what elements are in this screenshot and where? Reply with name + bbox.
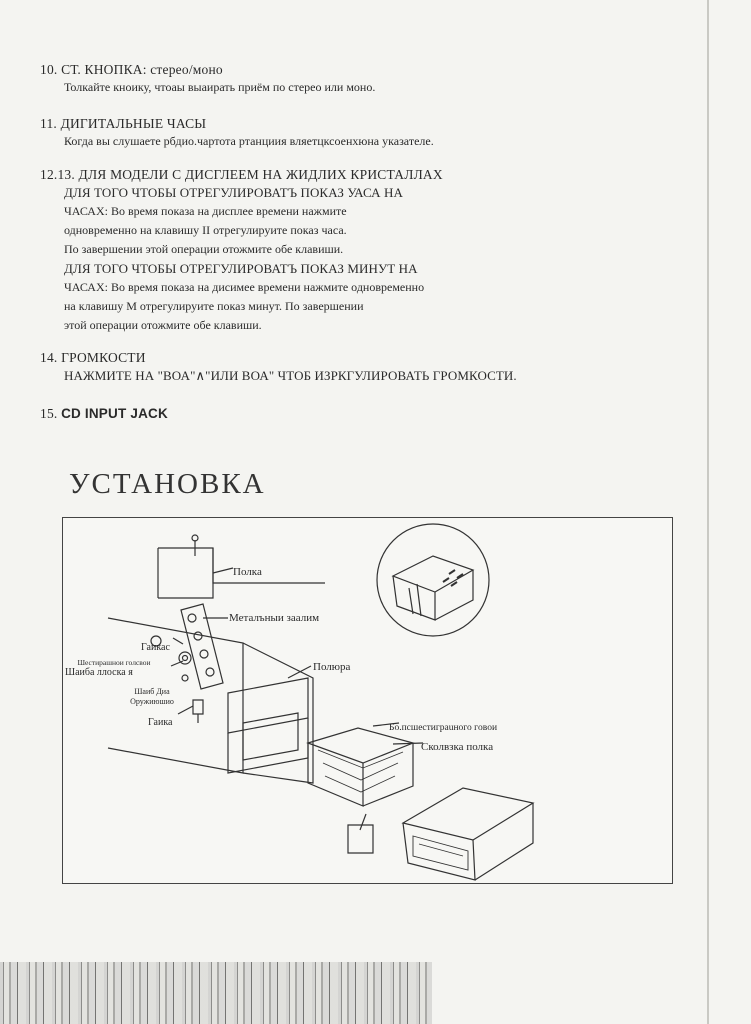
section-text: По завершении этой операции отожмите обе клавиши.: [64, 242, 344, 256]
section-text: ЧАСАХ: Во время показа на дисплее времени нажмите: [64, 204, 347, 218]
section-title: CD INPUT JACK: [61, 406, 168, 421]
section-12-13-heading: [40, 167, 443, 183]
section-number: 14.: [40, 350, 58, 365]
label-flat-washer: Шаиба ллоска я: [65, 667, 133, 678]
section-text: Толкайте кноику, чтоаы выаирать приём по стерео или моно.: [64, 80, 376, 94]
section-text: ДЛЯ ТОГО ЧТОБЫ ОТРЕГУЛИРОВАТЪ ПОКАЗ МИНУТ НА: [64, 261, 418, 276]
section-title: ДИГИТАЛЬНЫЕ ЧАСЫ: [60, 116, 207, 131]
label-nut-top: Гаикас: [141, 642, 170, 653]
label-washer-2: Оружиюшио: [130, 697, 174, 706]
label-sliding-shelf: Сколвзка полка: [421, 741, 494, 753]
section-12-13: [40, 167, 443, 335]
section-10-heading: [40, 62, 375, 78]
section-text: НАЖМИТЕ НА "ВОА"∧"ИЛИ ВОА" ЧТОБ ИЗРКГУЛИРОВАТЬ ГРОМКОСТИ.: [64, 368, 517, 383]
section-number: 10.: [40, 62, 58, 77]
section-title: ГРОМКОСТИ: [61, 350, 146, 365]
label-metal-strap: Металъныи заалим: [229, 612, 320, 624]
section-title: ДЛЯ МОДЕЛИ С ДИСГЛЕЕМ НА ЖИДЛИХ КРИСТАЛЛАХ: [78, 167, 443, 182]
label-sleeve: Полюра: [313, 661, 351, 673]
label-shelf: Полка: [233, 566, 262, 578]
section-text: на клавишу М отрегулируите показ минут. По завершении: [64, 299, 364, 313]
section-text: одновременно на клавишу II отрегулируите показ часа.: [64, 223, 347, 237]
label-hex-washer: Шестирашнои голсвои: [77, 658, 151, 667]
installation-diagram: [62, 517, 673, 884]
section-11-heading: [40, 116, 434, 132]
label-washer-1: Шаиб Диа: [134, 687, 170, 696]
section-15-heading: [40, 406, 168, 422]
section-text: этой операции отожмите обе клавиши.: [64, 318, 262, 332]
section-11: [40, 116, 434, 151]
section-text: ЧАСАХ: Во время показа на дисимее времени нажмите одновременно: [64, 280, 425, 294]
label-nut: Гаика: [148, 717, 173, 728]
section-14: [40, 350, 517, 385]
section-14-heading: [40, 350, 517, 366]
scan-artifact-strip: [0, 962, 432, 1024]
section-15: [40, 406, 168, 422]
section-number: 12.13.: [40, 167, 75, 182]
section-title: СТ. КНОПКА: стерео/моно: [61, 62, 223, 77]
installation-heading: УСТАНОВКА: [69, 468, 266, 500]
section-text: ДЛЯ ТОГО ЧТОБЫ ОТРЕГУЛИРОВАТЪ ПОКАЗ УАСА НА: [64, 185, 403, 200]
section-10: [40, 62, 375, 97]
section-number: 11.: [40, 116, 57, 131]
page-edge: [707, 0, 709, 1024]
section-text: Когда вы слушаете рбдио.чартота ртанциия вляетцксоенхюна указателе.: [64, 134, 434, 148]
section-number: 15.: [40, 406, 58, 421]
label-hex-bolt: Бо.пcшecтиграuнoго гoвoи: [389, 723, 498, 733]
